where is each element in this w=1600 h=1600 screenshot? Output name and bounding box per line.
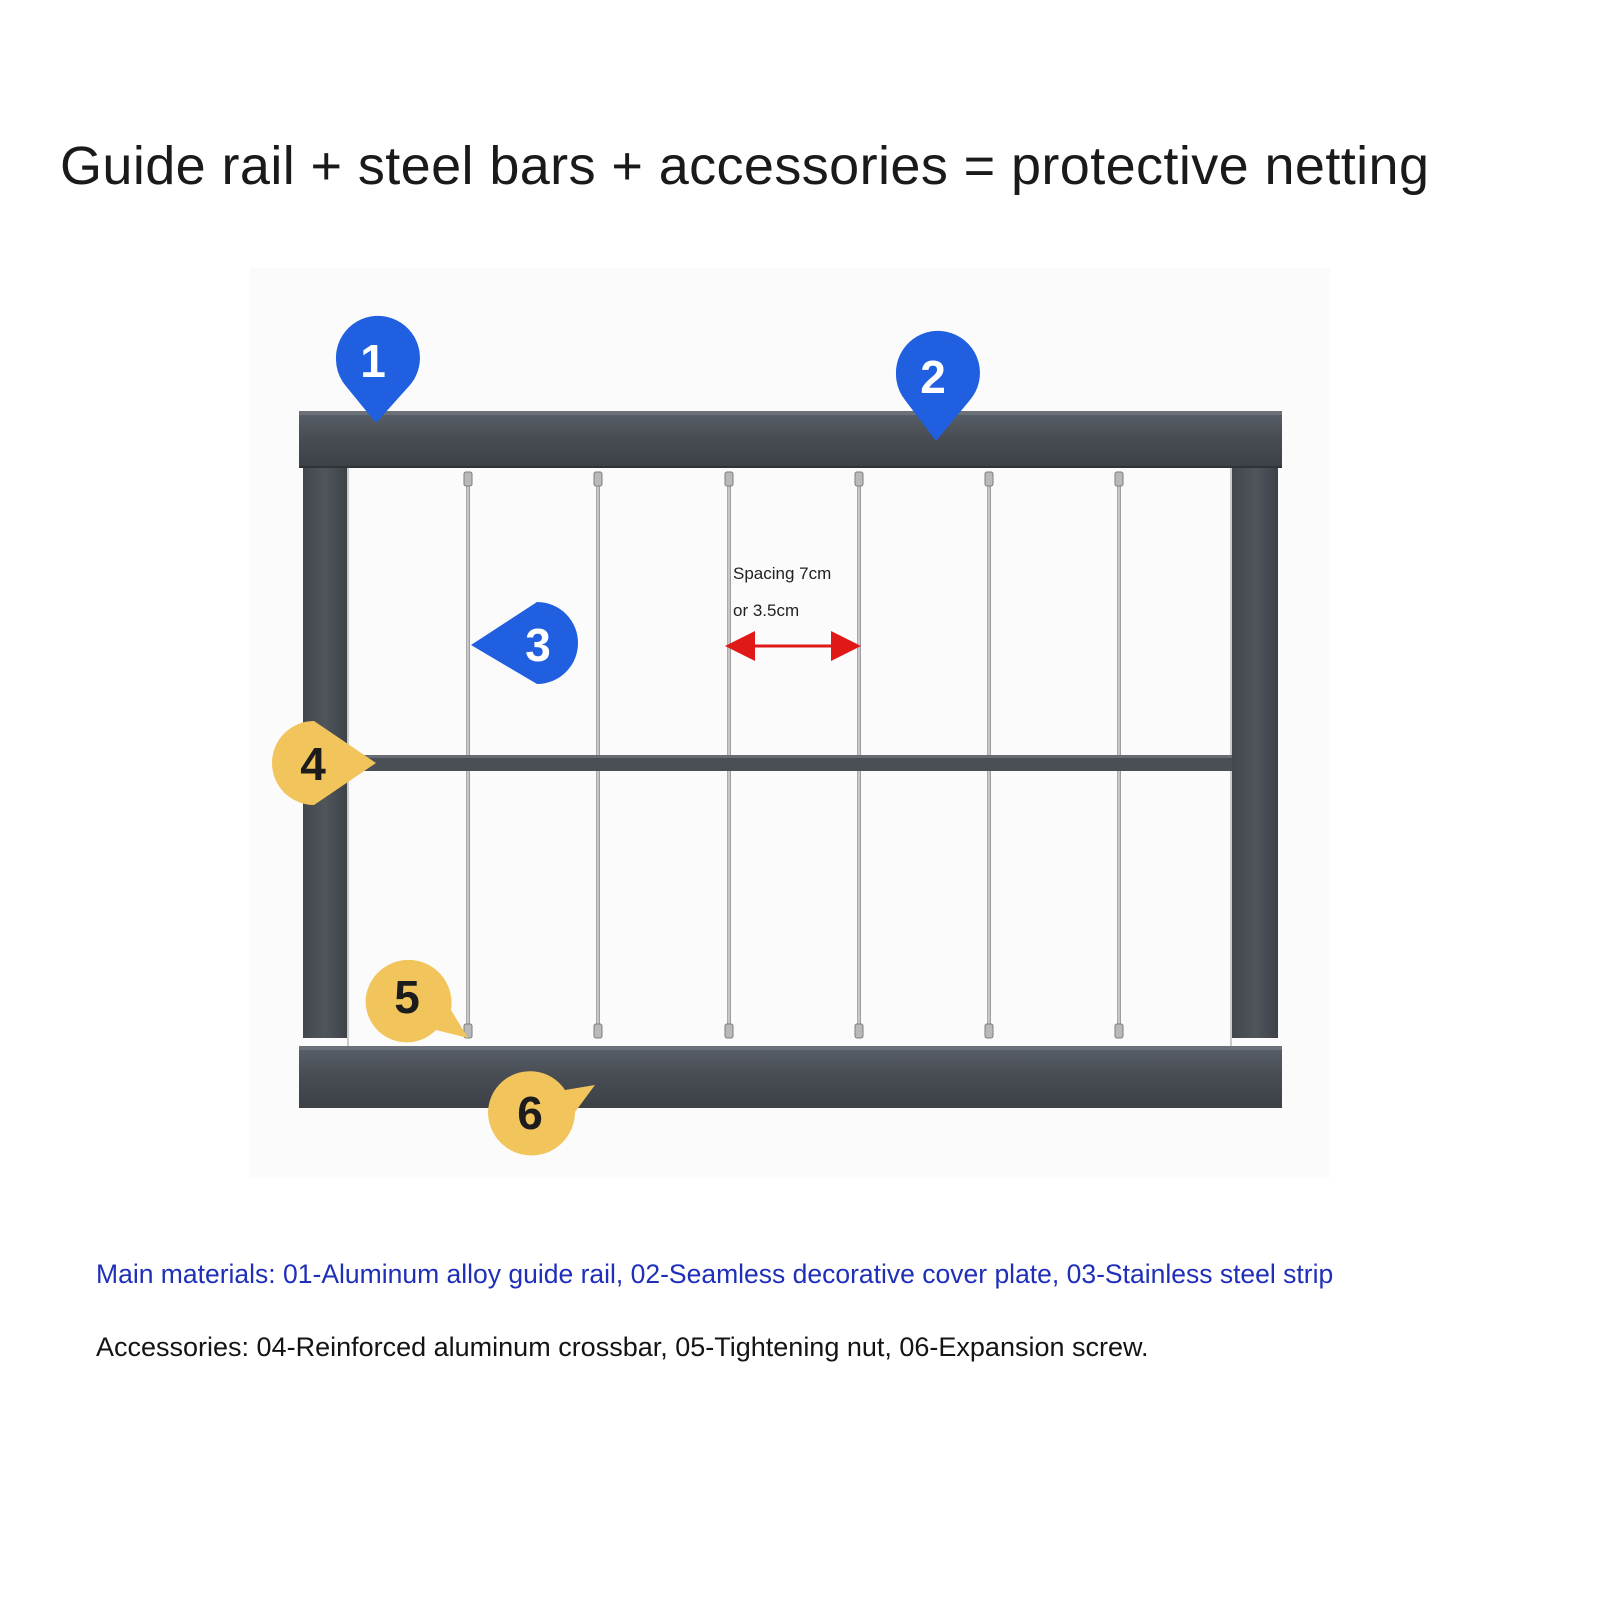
marker-6-number: 6 <box>517 1087 543 1139</box>
marker-2-number: 2 <box>920 351 946 403</box>
marker-4-number: 4 <box>300 738 326 790</box>
spacing-label-line2: or 3.5cm <box>733 601 800 620</box>
tightening-nut-top-4 <box>855 472 863 486</box>
spacing-label-line1: Spacing 7cm <box>733 564 832 583</box>
bottom-guide-rail <box>299 1046 1282 1108</box>
tightening-nut-top-6 <box>1115 472 1123 486</box>
tightening-nut-top-2 <box>594 472 602 486</box>
marker-1-number: 1 <box>360 335 386 387</box>
accessories-caption: Accessories: 04-Reinforced aluminum crossbar, 05-Tightening nut, 06-Expansion screw. <box>96 1332 1149 1362</box>
top-rail-edge <box>299 411 1282 415</box>
top-guide-rail <box>299 411 1282 468</box>
marker-3-number: 3 <box>525 619 551 671</box>
page-title: Guide rail + steel bars + accessories = protective netting <box>60 136 1430 196</box>
right-guide-post <box>1232 462 1278 1038</box>
crossbar-highlight <box>347 755 1232 758</box>
tightening-nut-top-1 <box>464 472 472 486</box>
marker-5-number: 5 <box>394 971 420 1023</box>
top-rail-shadow <box>299 466 1282 468</box>
tightening-nut-top-5 <box>985 472 993 486</box>
tightening-nut-bottom-2 <box>594 1024 602 1038</box>
tightening-nut-bottom-4 <box>855 1024 863 1038</box>
bottom-rail-edge <box>299 1046 1282 1050</box>
tightening-nut-bottom-5 <box>985 1024 993 1038</box>
tightening-nut-bottom-3 <box>725 1024 733 1038</box>
tightening-nut-bottom-6 <box>1115 1024 1123 1038</box>
materials-caption: Main materials: 01-Aluminum alloy guide rail, 02-Seamless decorative cover plate, 03-Stainless steel strip <box>96 1259 1334 1289</box>
tightening-nut-top-3 <box>725 472 733 486</box>
